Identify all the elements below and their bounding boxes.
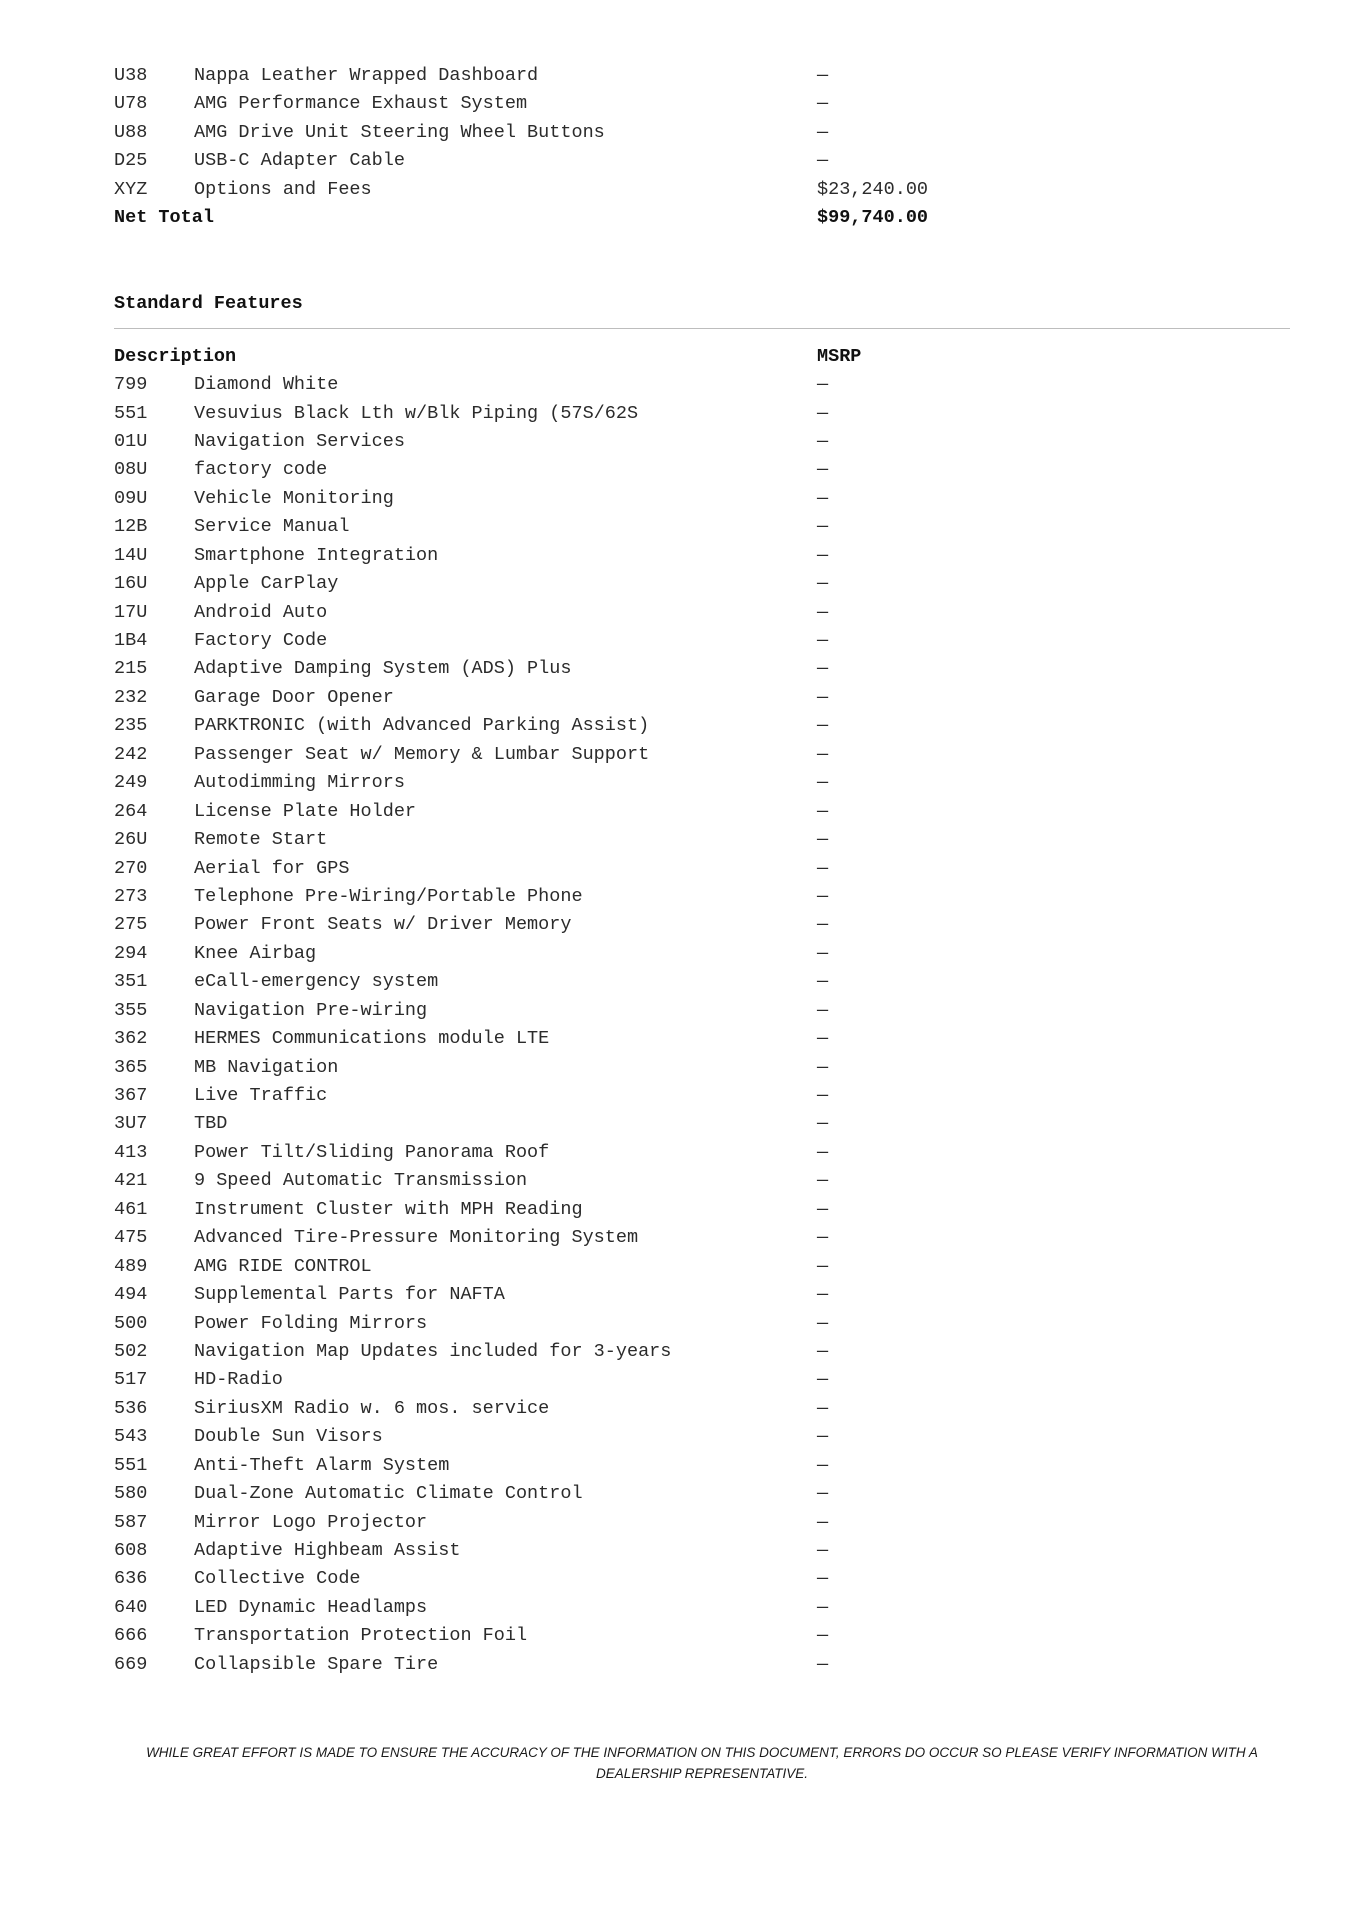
feature-code: 608 xyxy=(114,1540,148,1561)
option-row xyxy=(114,62,1290,90)
feature-msrp: — xyxy=(817,402,829,424)
feature-description: Navigation Services xyxy=(194,430,405,452)
feature-row xyxy=(114,1480,1290,1508)
feature-description: Collective Code xyxy=(194,1568,361,1590)
feature-code: 14U xyxy=(114,544,148,566)
feature-code: 551 xyxy=(114,402,148,424)
feature-msrp: — xyxy=(817,1397,829,1419)
feature-code: 17U xyxy=(114,601,148,623)
feature-code: 551 xyxy=(114,1454,148,1476)
feature-code: 413 xyxy=(114,1141,148,1163)
feature-code: 500 xyxy=(114,1312,148,1334)
feature-code: 01U xyxy=(114,430,148,452)
feature-row xyxy=(114,1167,1290,1195)
feature-row xyxy=(114,1651,1290,1679)
feature-msrp: — xyxy=(817,800,829,822)
feature-msrp: — xyxy=(817,772,829,794)
feature-row xyxy=(114,1110,1290,1138)
feature-msrp: — xyxy=(817,1227,829,1249)
option-msrp: — xyxy=(817,65,829,86)
feature-description: MB Navigation xyxy=(194,1056,339,1078)
disclaimer-text: WHILE GREAT EFFORT IS MADE TO ENSURE THE ACCURACY OF THE INFORMATION ON THIS DOCUMENT, ERRORS DO OCCUR SO PLEASE VERIFY INFORMATION WITH A DEALERSHIP REPRESENTATIVE. xyxy=(146,1745,1258,1781)
feature-description: Remote Start xyxy=(194,829,328,851)
feature-code: 3U7 xyxy=(114,1113,148,1135)
feature-msrp: — xyxy=(817,914,829,936)
feature-msrp: — xyxy=(817,1085,829,1106)
feature-description: Adaptive Damping System (ADS) Plus xyxy=(194,658,572,680)
feature-row xyxy=(114,1054,1290,1082)
feature-description: Factory Code xyxy=(194,630,328,651)
option-description: Options and Fees xyxy=(194,178,372,200)
feature-description: AMG RIDE CONTROL xyxy=(194,1255,372,1277)
option-code: U38 xyxy=(114,65,148,86)
option-msrp: — xyxy=(817,93,829,115)
feature-code: 273 xyxy=(114,885,148,907)
msrp-column-header: MSRP xyxy=(817,345,862,367)
feature-description: Live Traffic xyxy=(194,1085,328,1106)
feature-description: Android Auto xyxy=(194,601,328,623)
option-row xyxy=(114,119,1290,147)
feature-description: Dual-Zone Automatic Climate Control xyxy=(194,1483,583,1505)
feature-code: 242 xyxy=(114,743,148,765)
feature-row xyxy=(114,1224,1290,1252)
feature-code: 636 xyxy=(114,1568,148,1590)
feature-row xyxy=(114,741,1290,769)
window-sticker-page xyxy=(114,62,1290,1679)
feature-description: License Plate Holder xyxy=(194,800,417,822)
feature-msrp: — xyxy=(817,459,829,481)
feature-row xyxy=(114,883,1290,911)
feature-code: 215 xyxy=(114,658,148,680)
feature-description: Service Manual xyxy=(194,516,350,538)
feature-code: 26U xyxy=(114,829,148,851)
feature-msrp: — xyxy=(817,601,829,623)
feature-code: 09U xyxy=(114,487,148,509)
feature-msrp: — xyxy=(817,1340,829,1362)
feature-code: 475 xyxy=(114,1227,148,1249)
feature-msrp: — xyxy=(817,1141,829,1163)
feature-msrp: — xyxy=(817,942,829,964)
feature-code: 275 xyxy=(114,914,148,936)
feature-code: 489 xyxy=(114,1255,148,1277)
feature-description: TBD xyxy=(194,1113,228,1135)
feature-row xyxy=(114,1423,1290,1451)
feature-row xyxy=(114,456,1290,484)
feature-description: Supplemental Parts for NAFTA xyxy=(194,1284,505,1306)
feature-row xyxy=(114,1565,1290,1593)
feature-msrp: — xyxy=(817,971,829,993)
feature-code: 16U xyxy=(114,573,148,595)
feature-description: HERMES Communications module LTE xyxy=(194,1028,550,1050)
feature-row xyxy=(114,1509,1290,1537)
feature-code: 249 xyxy=(114,772,148,794)
feature-msrp: — xyxy=(817,1596,829,1618)
feature-row xyxy=(114,1310,1290,1338)
feature-description: Apple CarPlay xyxy=(194,573,339,595)
feature-code: 799 xyxy=(114,374,148,396)
feature-description: eCall-emergency system xyxy=(194,971,439,993)
feature-description: SiriusXM Radio w. 6 mos. service xyxy=(194,1397,550,1419)
feature-row xyxy=(114,542,1290,570)
feature-row xyxy=(114,1452,1290,1480)
feature-msrp: — xyxy=(817,1284,829,1306)
feature-description: Transportation Protection Foil xyxy=(194,1625,528,1647)
feature-msrp: — xyxy=(817,1369,829,1391)
feature-row xyxy=(114,798,1290,826)
option-code: U88 xyxy=(114,121,148,143)
feature-msrp: — xyxy=(817,374,829,396)
feature-description: LED Dynamic Headlamps xyxy=(194,1596,428,1618)
option-code: D25 xyxy=(114,150,148,172)
feature-row xyxy=(114,655,1290,683)
feature-description: Passenger Seat w/ Memory & Lumbar Support xyxy=(194,743,650,765)
feature-row xyxy=(114,997,1290,1025)
feature-code: 669 xyxy=(114,1653,148,1675)
feature-msrp: — xyxy=(817,516,829,538)
feature-code: 365 xyxy=(114,1056,148,1078)
feature-description: Vehicle Monitoring xyxy=(194,487,394,509)
description-column-header: Description xyxy=(114,345,237,367)
feature-msrp: — xyxy=(817,1568,829,1590)
feature-description: Collapsible Spare Tire xyxy=(194,1653,439,1675)
feature-row xyxy=(114,968,1290,996)
option-description: USB-C Adapter Cable xyxy=(194,150,405,172)
standard-features-title: Standard Features xyxy=(114,292,303,314)
feature-description: Power Folding Mirrors xyxy=(194,1312,428,1334)
feature-row xyxy=(114,826,1290,854)
feature-row xyxy=(114,1537,1290,1565)
feature-row xyxy=(114,1338,1290,1366)
feature-code: 1B4 xyxy=(114,630,148,651)
feature-code: 640 xyxy=(114,1596,148,1618)
feature-row xyxy=(114,911,1290,939)
feature-row xyxy=(114,769,1290,797)
feature-row xyxy=(114,1594,1290,1622)
feature-description: Vesuvius Black Lth w/Blk Piping (57S/62S xyxy=(194,402,639,424)
feature-msrp: — xyxy=(817,544,829,566)
feature-msrp: — xyxy=(817,1028,829,1050)
feature-code: 12B xyxy=(114,516,148,538)
feature-msrp: — xyxy=(817,658,829,680)
feature-description: Diamond White xyxy=(194,374,339,396)
feature-row xyxy=(114,371,1290,399)
feature-row xyxy=(114,400,1290,428)
feature-msrp: — xyxy=(817,857,829,879)
feature-msrp: — xyxy=(817,1540,829,1561)
feature-row xyxy=(114,684,1290,712)
feature-row xyxy=(114,940,1290,968)
feature-msrp: — xyxy=(817,573,829,595)
table-header xyxy=(114,343,1290,371)
net-total-label: Net Total xyxy=(114,207,214,229)
feature-description: Autodimming Mirrors xyxy=(194,772,405,794)
feature-row xyxy=(114,570,1290,598)
feature-row xyxy=(114,1025,1290,1053)
feature-msrp: — xyxy=(817,1170,829,1192)
feature-row xyxy=(114,599,1290,627)
feature-msrp: — xyxy=(817,1312,829,1334)
feature-msrp: — xyxy=(817,630,829,651)
feature-code: 362 xyxy=(114,1028,148,1050)
feature-description: Garage Door Opener xyxy=(194,686,394,708)
feature-code: 502 xyxy=(114,1340,148,1362)
feature-row xyxy=(114,627,1290,655)
feature-row xyxy=(114,1281,1290,1309)
feature-msrp: — xyxy=(817,999,829,1021)
option-row xyxy=(114,176,1290,204)
feature-code: 580 xyxy=(114,1483,148,1505)
feature-code: 367 xyxy=(114,1085,148,1106)
feature-msrp: — xyxy=(817,1511,829,1533)
feature-msrp: — xyxy=(817,1113,829,1135)
feature-row xyxy=(114,1622,1290,1650)
feature-code: 355 xyxy=(114,999,148,1021)
feature-msrp: — xyxy=(817,686,829,708)
feature-row xyxy=(114,855,1290,883)
feature-description: Adaptive Highbeam Assist xyxy=(194,1540,461,1561)
feature-code: 235 xyxy=(114,715,148,737)
feature-code: 421 xyxy=(114,1170,148,1192)
feature-code: 351 xyxy=(114,971,148,993)
feature-msrp: — xyxy=(817,743,829,765)
feature-code: 264 xyxy=(114,800,148,822)
feature-description: factory code xyxy=(194,459,328,481)
feature-row xyxy=(114,1395,1290,1423)
option-msrp: — xyxy=(817,150,829,172)
feature-description: Knee Airbag xyxy=(194,942,317,964)
feature-row xyxy=(114,1366,1290,1394)
feature-row xyxy=(114,712,1290,740)
option-description: AMG Performance Exhaust System xyxy=(194,93,528,115)
feature-description: Navigation Map Updates included for 3-years xyxy=(194,1340,672,1362)
feature-code: 517 xyxy=(114,1369,148,1391)
feature-code: 232 xyxy=(114,686,148,708)
net-total-row xyxy=(114,204,1290,232)
feature-msrp: — xyxy=(817,1653,829,1675)
option-row xyxy=(114,90,1290,118)
feature-description: HD-Radio xyxy=(194,1369,283,1391)
feature-description: Telephone Pre-Wiring/Portable Phone xyxy=(194,885,583,907)
feature-msrp: — xyxy=(817,487,829,509)
option-code: U78 xyxy=(114,93,148,115)
feature-description: Smartphone Integration xyxy=(194,544,439,566)
feature-description: 9 Speed Automatic Transmission xyxy=(194,1170,528,1192)
feature-msrp: — xyxy=(817,1198,829,1220)
feature-row xyxy=(114,1082,1290,1110)
feature-description: Advanced Tire-Pressure Monitoring System xyxy=(194,1227,639,1249)
feature-code: 461 xyxy=(114,1198,148,1220)
option-msrp: — xyxy=(817,121,829,143)
feature-description: PARKTRONIC (with Advanced Parking Assist) xyxy=(194,715,650,737)
option-row xyxy=(114,147,1290,175)
feature-row xyxy=(114,428,1290,456)
feature-row xyxy=(114,1253,1290,1281)
feature-description: Power Front Seats w/ Driver Memory xyxy=(194,914,572,936)
feature-code: 536 xyxy=(114,1397,148,1419)
feature-code: 587 xyxy=(114,1511,148,1533)
feature-row xyxy=(114,485,1290,513)
section-divider xyxy=(114,328,1290,329)
feature-row xyxy=(114,1139,1290,1167)
feature-row xyxy=(114,1196,1290,1224)
feature-msrp: — xyxy=(817,430,829,452)
feature-row xyxy=(114,513,1290,541)
option-description: Nappa Leather Wrapped Dashboard xyxy=(194,65,539,86)
feature-description: Mirror Logo Projector xyxy=(194,1511,428,1533)
feature-msrp: — xyxy=(817,1255,829,1277)
feature-msrp: — xyxy=(817,715,829,737)
option-description: AMG Drive Unit Steering Wheel Buttons xyxy=(194,121,605,143)
option-msrp: $23,240.00 xyxy=(817,178,929,200)
feature-code: 543 xyxy=(114,1426,148,1448)
feature-code: 270 xyxy=(114,857,148,879)
feature-description: Aerial for GPS xyxy=(194,857,350,879)
net-total-value: $99,740.00 xyxy=(817,207,929,229)
feature-msrp: — xyxy=(817,1454,829,1476)
feature-msrp: — xyxy=(817,829,829,851)
feature-msrp: — xyxy=(817,1483,829,1505)
feature-msrp: — xyxy=(817,1056,829,1078)
feature-msrp: — xyxy=(817,1625,829,1647)
feature-code: 08U xyxy=(114,459,148,481)
option-code: XYZ xyxy=(114,178,148,200)
feature-msrp: — xyxy=(817,1426,829,1448)
feature-description: Anti-Theft Alarm System xyxy=(194,1454,450,1476)
feature-code: 666 xyxy=(114,1625,148,1647)
options-list xyxy=(114,62,1290,233)
feature-description: Navigation Pre-wiring xyxy=(194,999,428,1021)
feature-description: Power Tilt/Sliding Panorama Roof xyxy=(194,1141,550,1163)
feature-description: Double Sun Visors xyxy=(194,1426,383,1448)
feature-code: 294 xyxy=(114,942,148,964)
feature-msrp: — xyxy=(817,885,829,907)
feature-code: 494 xyxy=(114,1284,148,1306)
feature-description: Instrument Cluster with MPH Reading xyxy=(194,1198,583,1220)
standard-features-list xyxy=(114,371,1290,1679)
